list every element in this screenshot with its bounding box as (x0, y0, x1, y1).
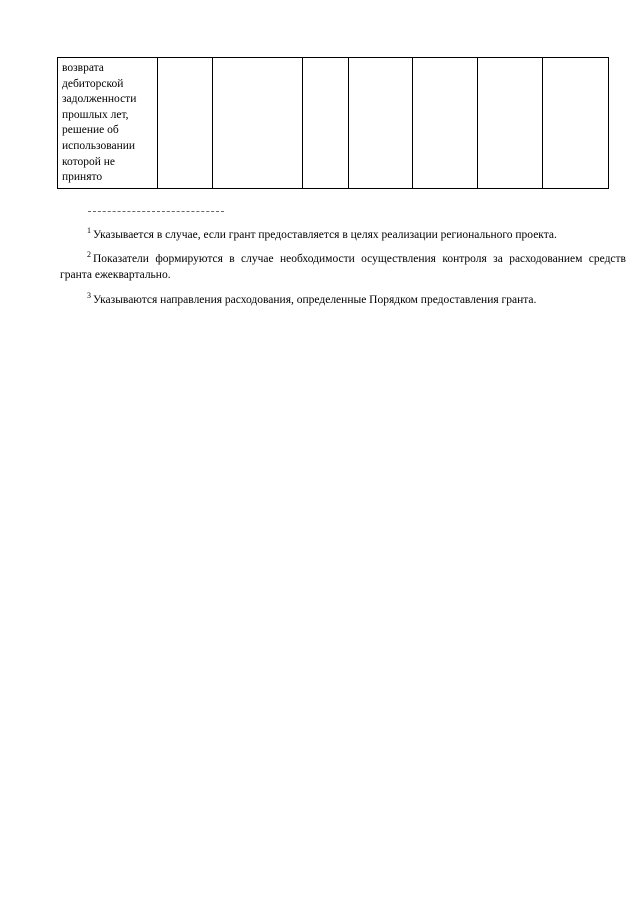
footnote-separator (88, 211, 224, 212)
table-cell (543, 58, 609, 189)
table-cell-description (58, 58, 158, 189)
footnote-2 (60, 252, 626, 283)
footnote-text: Указывается в случае, если грант предоставляется в целях реализации регионального проекта. (93, 229, 557, 241)
footnote-1 (60, 228, 626, 244)
table-cell (303, 58, 349, 189)
table-row (58, 58, 609, 189)
footnote-text: Показатели формируются в случае необходимости осуществления контроля за расходованием средств гранта ежеквартально. (60, 253, 626, 281)
footnote-number: 3 (87, 291, 91, 300)
footnote-3 (60, 293, 626, 309)
footnote-number: 2 (87, 250, 91, 259)
table-cell (413, 58, 478, 189)
footnote-number: 1 (87, 226, 91, 235)
cell-text: возврата дебиторской задолженности прошлых лет, решение об использовании которой не принято (62, 62, 137, 184)
table-cell (349, 58, 413, 189)
footnote-text: Указываются направления расходования, определенные Порядком предоставления гранта. (93, 294, 537, 306)
data-table (57, 57, 609, 189)
table-cell (478, 58, 543, 189)
table-cell (213, 58, 303, 189)
table-cell (158, 58, 213, 189)
